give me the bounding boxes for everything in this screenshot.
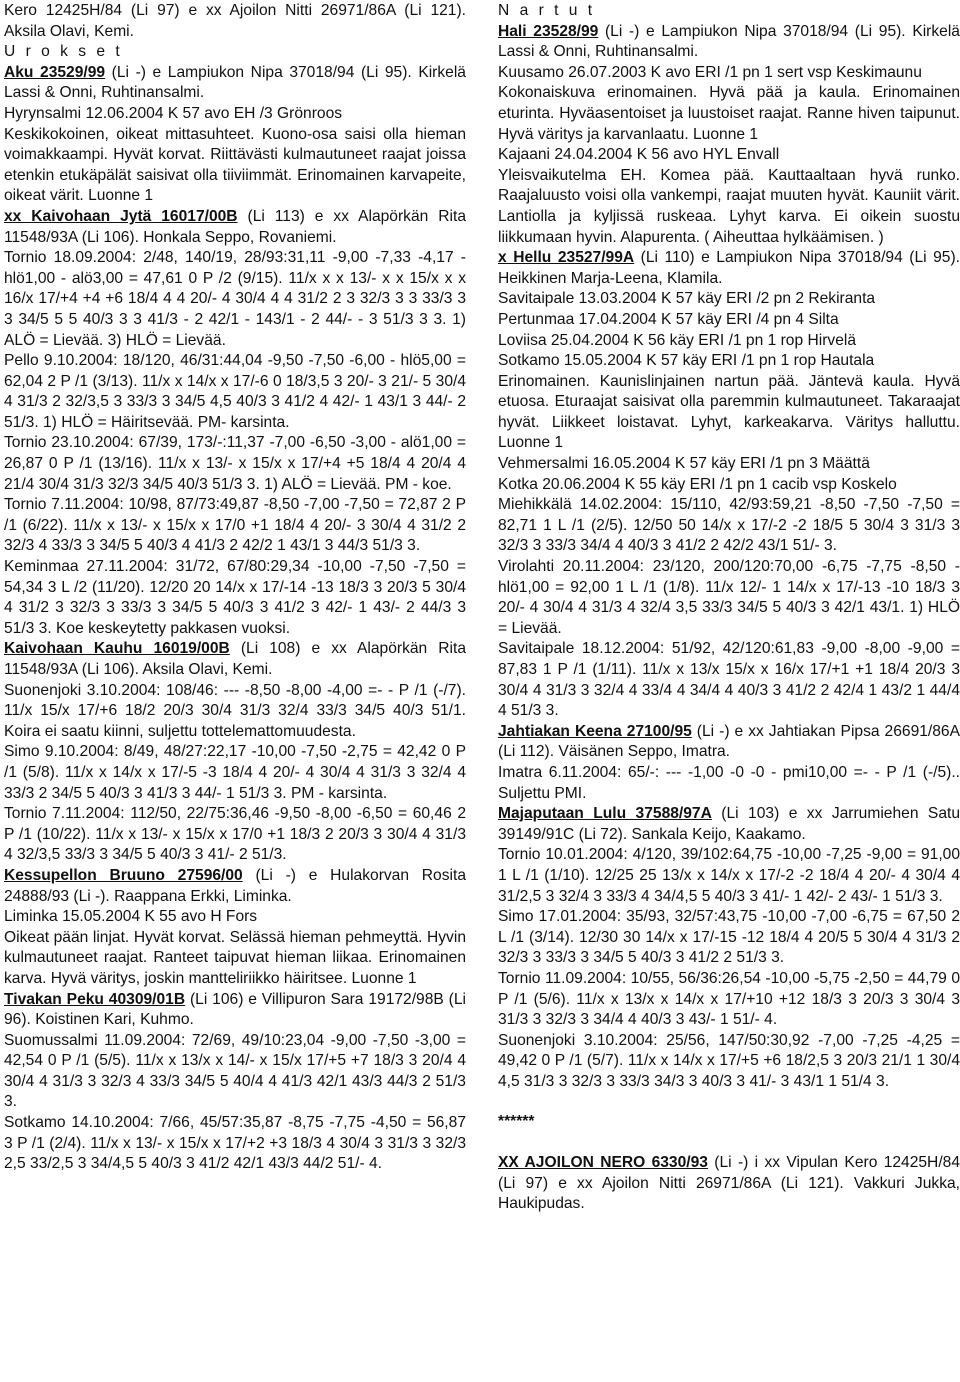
text-paragraph: Suonenjoki 3.10.2004: 108/46: --- -8,50 -8,00 -4,00 =- - P /1 (-/7). 11/x 15/x 17/+6 18/2 20/3 30/4 31/3 32/4 33/3 34/5 40/3 51/1. Koira ei saatu kiinni, suljettu tottelemattomuudesta. [4, 681, 466, 740]
section-heading: N a r t u t [498, 2, 596, 19]
dog-name: XX AJOILON NERO 6330/93 [498, 1154, 708, 1172]
dog-entry [498, 22, 960, 63]
text-paragraph: Tornio 11.09.2004: 10/55, 56/36:26,54 -10,00 -5,75 -2,50 = 44,79 0 P /1 (5/6). 11/x x 13/x x 14/x x 17/+10 +12 18/3 3 20/3 3 30/4 3 31/3 3 32/3 3 34/4 4 40/3 3 43/- 1 51/- 4. [498, 969, 960, 1029]
text-paragraph: Kajaani 24.04.2004 K 56 avo HYL Envall [498, 146, 780, 164]
text-paragraph: Miehikkälä 14.02.2004: 15/110, 42/93:59,21 -8,50 -7,50 -7,50 = 82,71 1 L /1 (2/5). 12/50 50 14/x x 17/-2 -2 18/5 5 30/4 3 31/3 3 32/3 3 33/3 34/4 4 40/3 3 41/2 2 42/2 43/1 51/- 3. [498, 496, 960, 555]
text-paragraph: Sotkamo 15.05.2004 K 57 käy ERI /1 pn 1 rop Hautala [498, 352, 875, 370]
left-column [4, 1, 466, 1175]
dog-name: Jahtiakan Keena 27100/95 [498, 722, 692, 740]
text-paragraph: Virolahti 20.11.2004: 23/120, 200/120:70,00 -6,75 -7,75 -8,50 - hlö1,00 = 92,00 1 L /1 (1/8). 11/x 12/- 1 14/x x 17/-13 -10 18/3 3 20/- 4 30/4 4 31/3 4 32/4 3,5 33/3 34/5 5 40/3 3 42/1 43/1. 1) HLÖ = Lievää. [498, 558, 960, 637]
text-paragraph: Tornio 7.11.2004: 10/98, 87/73:49,87 -8,50 -7,00 -7,50 = 72,87 2 P /1 (6/22). 11/x x 13/- x 15/x x 17/0 +1 18/4 4 20/- 3 30/4 4 31/2 2 32/3 4 33/3 3 34/5 5 40/3 4 41/3 2 42/2 1 43/1 3 44/3 51/3 3. [4, 496, 466, 555]
text-paragraph: Simo 9.10.2004: 8/49, 48/27:22,17 -10,00 -7,50 -2,75 = 42,42 0 P /1 (5/8). 11/x x 14/x x 17/-5 -3 18/4 4 20/- 4 30/4 4 31/3 3 32/4 4 33/3 2 34/5 5 40/3 3 41/3 3 44/- 1 51/3 3. PM - karsinta. [4, 743, 466, 802]
dog-pedigree: (Li -) e Lampiukon Nipa 37018/94 (Li 95). Kirkelä Lassi & Onni, Ruhtinansalmi. [4, 63, 466, 102]
dog-entry [498, 1153, 960, 1215]
dog-entry [4, 207, 466, 248]
dog-name: x Hellu 23527/99A [498, 249, 635, 267]
dog-name: Tivakan Peku 40309/01B [4, 990, 186, 1008]
dog-pedigree: (Li -) i xx Vipulan Kero 12425H/84 (Li 97) e xx Ajoilon Nitti 26971/86A (Li 121). Vakkuri Jukka, Haukipudas. [498, 1154, 960, 1213]
dog-entry [4, 866, 466, 907]
dog-entry [4, 990, 466, 1031]
text-paragraph: Loviisa 25.04.2004 K 56 käy ERI /1 pn 1 rop Hirvelä [498, 331, 857, 349]
text-paragraph: Hyrynsalmi 12.06.2004 K 57 avo EH /3 Grönroos [4, 104, 343, 122]
dog-name: Aku 23529/99 [4, 63, 106, 81]
text-paragraph: Vehmersalmi 16.05.2004 K 57 käy ERI /1 pn 3 Määttä [498, 455, 870, 473]
text-paragraph: Sotkamo 14.10.2004: 7/66, 45/57:35,87 -8,75 -7,75 -4,50 = 56,87 3 P /1 (2/4). 11/x x 13/- x 15/x x 17/+2 +3 18/3 4 30/4 3 31/3 3 32/3 2,5 33/2,5 3 34/4,5 5 40/3 3 41/2 42/1 43/3 44/2 51/- 4. [4, 1114, 466, 1173]
dog-pedigree: (Li -) e xx Jahtiakan Pipsa 26691/86A (Li 112). Väisänen Seppo, Imatra. [498, 722, 960, 761]
text-paragraph: Pertunmaa 17.04.2004 K 57 käy ERI /4 pn 4 Silta [498, 310, 839, 328]
dog-name: Kaivohaan Kauhu 16019/00B [4, 640, 230, 658]
dog-pedigree: (Li 113) e xx Alapörkän Rita 11548/93A (Li 106). Honkala Seppo, Rovaniemi. [4, 207, 466, 246]
text-paragraph: Tornio 10.01.2004: 4/120, 39/102:64,75 -10,00 -7,25 -9,00 = 91,00 1 L /1 (1/10). 12/25 25 13/x x 14/x x 17/-2 -2 18/4 4 20/- 4 30/4 4 31/2,5 3 32/4 3 33/3 4 34/4,5 5 40/3 3 41/- 1 42/- 2 43/- 1 51/3 3. [498, 846, 960, 905]
dog-entry [4, 63, 466, 104]
text-paragraph: Oikeat pään linjat. Hyvät korvat. Selässä hieman pehmeyttä. Hyvin kulmautuneet raajat. Ranteet taipuvat hieman liikaa. Erinomainen karva. Hyvä väritys, joskin mantteliriikko häiritsee. Luonne 1 [4, 928, 466, 987]
dog-pedigree: (Li 106) e Villipuron Sara 19172/98B (Li 96). Koistinen Kari, Kuhmo. [4, 990, 466, 1029]
text-paragraph: Keskikokoinen, oikeat mittasuhteet. Kuono-osa saisi olla hieman voimakkaampi. Hyvät korvat. Riittävästi kulmautuneet raajat joissa etenkin etukäpälät saisivat olla tiiviimmät. Erinomainen karvapeite, oikeat värit. Luonne 1 [4, 125, 466, 205]
text-paragraph: Kero 12425H/84 (Li 97) e xx Ajoilon Nitti 26971/86A (Li 121). Aksila Olavi, Kemi. [4, 2, 466, 40]
dog-pedigree: (Li 108) e xx Alapörkän Rita 11548/93A (Li 106). Aksila Olavi, Kemi. [4, 640, 466, 678]
dog-pedigree: (Li -) e Lampiukon Nipa 37018/94 (Li 95). Kirkelä Lassi & Onni, Ruhtinansalmi. [498, 22, 960, 61]
dog-pedigree: (Li 110) e Lampiukon Nipa 37018/94 (Li 95). Heikkinen Marja-Leena, Klamila. [498, 249, 960, 287]
text-paragraph: Kotka 20.06.2004 K 55 käy ERI /1 pn 1 cacib vsp Koskelo [498, 475, 897, 493]
dog-name: Kessupellon Bruuno 27596/00 [4, 866, 243, 884]
text-paragraph: Keminmaa 27.11.2004: 31/72, 67/80:29,34 -10,00 -7,50 -7,50 = 54,34 3 L /2 (11/20). 12/20 20 14/x x 17/-14 -13 18/3 3 20/3 5 30/4 4 31/2 3 32/3 3 33/3 3 34/5 5 40/3 3 41/2 3 42/- 1 43/- 2 44/3 3 51/3 3. Koe keskeytetty pakkasen vuoksi. [4, 558, 466, 637]
right-column [498, 1, 960, 1215]
text-paragraph: Savitaipale 18.12.2004: 51/92, 42/120:61,83 -9,00 -8,00 -9,00 = 87,83 1 P /1 (1/11). 11/x x 13/x 15/x x 16/x 17/+1 +1 18/4 20/3 3 30/4 4 31/3 3 32/4 4 33/4 4 34/4 4 40/3 3 41/2 2 42/4 1 43/2 1 44/4 4 51/3 3. [498, 640, 960, 720]
text-paragraph: Erinomainen. Kaunislinjainen nartun pää. Jäntevä kaula. Hyvä etuosa. Eturaajat saisivat olla paremmin kulmautuneet. Takaraajat hyvät. Liikkeet loistavat. Lyhyt, karkeakarva. Väritys halluttu. Luonne 1 [498, 372, 960, 452]
text-paragraph: Kokonaiskuva erinomainen. Hyvä pää ja kaula. Erinomainen eturinta. Hyväasentoiset ja luustoiset raajat. Ranne hiven taipunut. Hyvä väritys ja karvanlaatu. Luonne 1 [498, 84, 960, 143]
text-paragraph: Imatra 6.11.2004: 65/-: --- -1,00 -0 -0 - pmi10,00 =- - P /1 (-/5).. Suljettu PMI. [498, 763, 960, 802]
text-paragraph: Kuusamo 26.07.2003 K avo ERI /1 pn 1 sert vsp Keskimaunu [498, 63, 922, 81]
text-paragraph: Yleisvaikutelma EH. Komea pää. Kauttaaltaan hyvä runko. Raajaluusto voisi olla vankempi, raajat muuten hyvät. Kauniit värit. Lantiolla ja kyljissä ruskeaa. Lyhyt karva. Ei oikein suostu liikkumaan hyvin. Alapurenta. ( Aiheuttaa hylkäämisen. ) [498, 166, 960, 246]
dog-entry [498, 804, 960, 845]
text-paragraph: Suomussalmi 11.09.2004: 72/69, 49/10:23,04 -9,00 -7,50 -3,00 = 42,54 0 P /1 (5/5). 11/x x 13/x x 14/- x 15/x 17/+5 +7 18/3 3 20/4 4 30/4 4 31/3 3 32/3 4 33/3 34/5 5 40/4 4 41/3 42/1 43/3 44/3 2 51/3 3. [4, 1031, 466, 1111]
text-paragraph: Savitaipale 13.03.2004 K 57 käy ERI /2 pn 2 Rekiranta [498, 290, 876, 308]
dog-name: Hali 23528/99 [498, 22, 599, 40]
section-heading: U r o k s e t [4, 43, 123, 61]
text-paragraph: Tornio 23.10.2004: 67/39, 173/-:11,37 -7,00 -6,50 -3,00 - alö1,00 = 26,87 0 P /1 (13/16). 11/x x 13/- x 15/x x 17/+4 +5 18/4 4 20/4 4 21/4 30/4 31/3 32/3 34/5 40/3 51/3 3. 1) ALÖ = Lievää. PM - koe. [4, 434, 466, 493]
text-paragraph: Simo 17.01.2004: 35/93, 32/57:43,75 -10,00 -7,00 -6,75 = 67,50 2 L /1 (3/14). 12/30 30 14/x x 17/-15 -12 18/4 4 20/5 5 30/4 4 31/3 2 32/3 3 33/3 3 34/5 5 40/3 3 41/2 2 51/3 3. [498, 908, 960, 967]
text-paragraph: Tornio 7.11.2004: 112/50, 22/75:36,46 -9,50 -8,00 -6,50 = 60,46 2 P /1 (10/22). 11/x x 13/- x 15/x x 17/0 +1 18/3 2 20/3 3 30/4 4 31/3 4 32/3,5 33/3 3 34/5 5 40/3 3 41/- 2 51/3. [4, 805, 466, 864]
text-paragraph: Tornio 18.09.2004: 2/48, 140/19, 28/93:31,11 -9,00 -7,33 -4,17 - hlö1,00 - alö3,00 = 47,61 0 P /2 (9/15). 11/x x x 13/- x x 15/x x x 16/x 17/+4 +4 +6 18/4 4 4 20/- 4 30/4 4 4 31/2 2 3 32/3 3 3 33/3 3 3 34/5 5 5 40/3 3 3 41/3 - 2 42/1 - 143/1 - 2 44/- - 3 51/3 3 3. 1) ALÖ = Lievää. 3) HLÖ = Lievää. [4, 249, 466, 349]
text-paragraph: Liminka 15.05.2004 K 55 avo H Fors [4, 908, 258, 926]
separator-stars: ****** [498, 1113, 535, 1131]
dog-pedigree: (Li -) e Hulakorvan Rosita 24888/93 (Li -). Raappana Erkki, Liminka. [4, 866, 466, 905]
text-paragraph: Pello 9.10.2004: 18/120, 46/31:44,04 -9,50 -7,50 -6,00 - hlö5,00 = 62,04 2 P /1 (3/13). 11/x x 14/x x 17/-6 0 18/3,5 3 20/- 3 21/- 5 30/4 4 31/3 2 32/3,5 3 33/3 3 34/5 4,5 40/3 3 41/2 4 42/- 1 43/1 3 44/- 2 51/3. 1) HLÖ = Häiritsevää. PM- karsinta. [4, 352, 466, 431]
spacer [498, 1092, 960, 1112]
dog-name: Majaputaan Lulu 37588/97A [498, 805, 712, 823]
text-paragraph: Suonenjoki 3.10.2004: 25/56, 147/50:30,92 -7,00 -7,25 -4,25 = 49,42 0 P /1 (5/7). 11/x x 14/x x 17/+5 +6 18/2,5 3 20/3 21/1 1 30/4 4,5 31/3 3 32/3 3 33/3 34/3 3 40/3 3 41/- 3 43/1 1 51/4 3. [498, 1031, 960, 1090]
dog-pedigree: (Li 103) e xx Jarrumiehen Satu 39149/91C (Li 72). Sankala Keijo, Kaakamo. [498, 805, 960, 843]
dog-entry [4, 639, 466, 680]
dog-entry [498, 722, 960, 763]
dog-entry [498, 248, 960, 289]
dog-name: xx Kaivohaan Jytä 16017/00B [4, 207, 238, 225]
spacer [498, 1133, 960, 1153]
